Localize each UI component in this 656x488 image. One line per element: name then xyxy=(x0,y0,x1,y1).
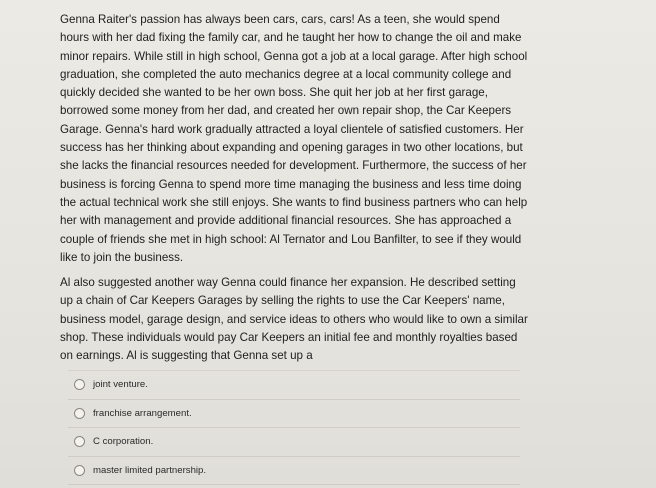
option-label: franchise arrangement. xyxy=(93,407,192,419)
radio-button[interactable] xyxy=(74,408,85,419)
option-label: joint venture. xyxy=(93,379,148,391)
answer-options xyxy=(68,370,520,485)
answer-option-franchise-arrangement[interactable] xyxy=(68,400,520,429)
passage-paragraph-2: Al also suggested another way Genna could finance her expansion. He described setting up a chain of Car Keepers Garages by selling the rights to use the Car Keepers' name, business model, garage design, and service ideas to others who would like to own a similar shop. These individuals would pay Car Keepers an initial fee and monthly royalties based on earnings. Al is suggesting that Genna set up a xyxy=(60,276,528,363)
option-label: master limited partnership. xyxy=(93,464,207,476)
radio-button[interactable] xyxy=(74,465,85,476)
passage-paragraph-1: Genna Raiter's passion has always been cars, cars, cars! As a teen, she would spend hours with her dad fixing the family car, and he taught her how to change the oil and make minor repairs. While still in high school, Genna got a job at a local garage. After high school graduation, she completed the auto mechanics degree at a local community college and quickly decided she wanted to be her own boss. She quit her job at her first garage, borrowed some money from her dad, and created her own repair shop, the Car Keepers Garage. Genna's hard work gradually attracted a loyal clientele of satisfied customers. Her success has her thinking about expanding and opening garages in two other locations, but she lacks the financial resources needed for development. Furthermore, the success of her business is forcing Genna to spend more time managing the business and less time doing the actual technical work she still enjoys. She wants to find business partners who can help her with management and provide additional financial resources. She has approached a couple of friends she met in high school: Al Ternator and Lou Banfilter, to see if they would like to join the business. xyxy=(60,13,528,264)
option-label: C corporation. xyxy=(93,436,154,448)
question-content xyxy=(60,11,530,366)
answer-option-master-limited-partnership[interactable] xyxy=(68,457,520,486)
radio-button[interactable] xyxy=(74,379,85,390)
answer-option-joint-venture[interactable] xyxy=(68,370,520,400)
case-passage xyxy=(60,11,530,366)
answer-option-c-corporation[interactable] xyxy=(68,428,520,457)
radio-button[interactable] xyxy=(74,436,85,447)
